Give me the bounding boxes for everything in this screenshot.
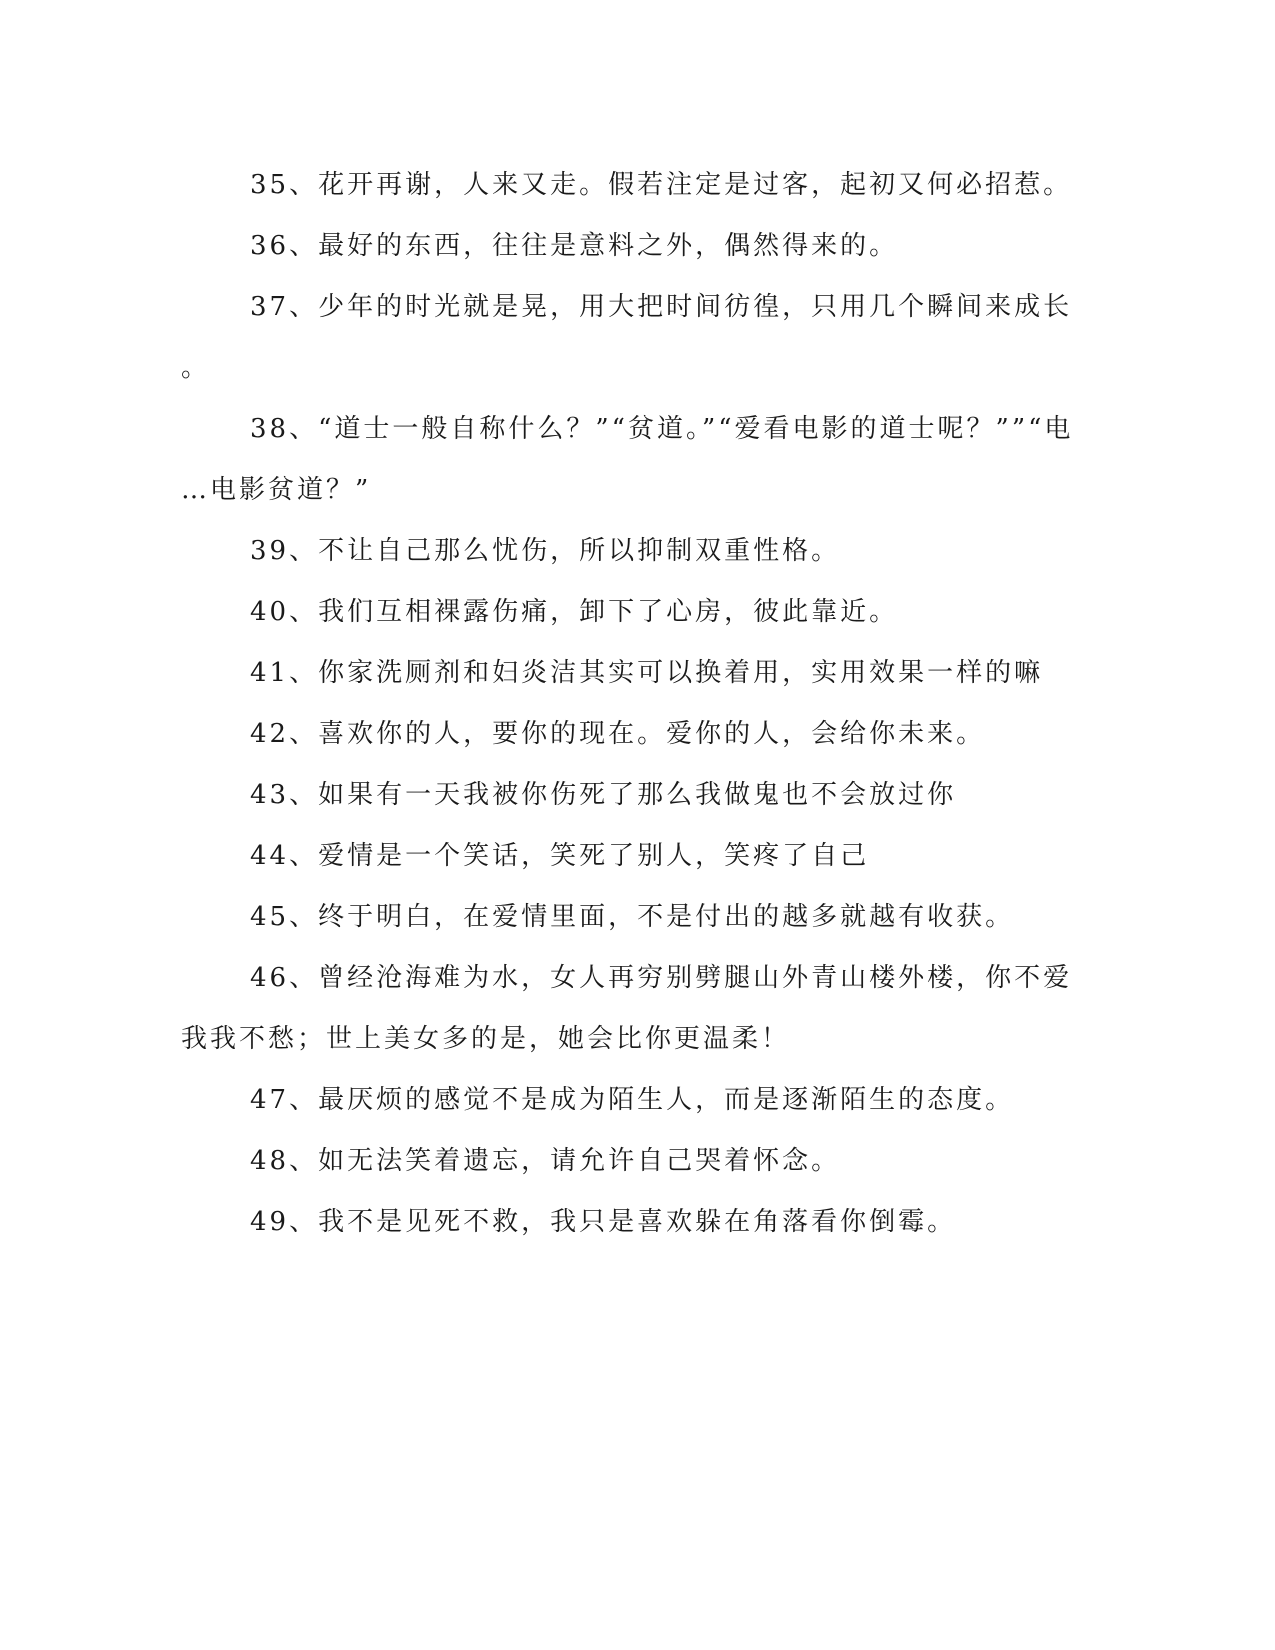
paragraph-line: 48、如无法笑着遗忘，请允许自己哭着怀念。 bbox=[250, 1146, 841, 1176]
paragraph-39 bbox=[181, 521, 1047, 582]
paragraph-line: 35、花开再谢，人来又走。假若注定是过客，起初又何必招惹。 bbox=[250, 170, 1073, 200]
document-body bbox=[181, 155, 1074, 1253]
paragraph-45 bbox=[181, 887, 1047, 948]
paragraph-49 bbox=[181, 1192, 1047, 1253]
paragraph-line: 36、最好的东西，往往是意料之外，偶然得来的。 bbox=[250, 231, 899, 261]
paragraph-line-continued: 我我不愁；世上美女多的是，她会比你更温柔！ bbox=[181, 1024, 791, 1054]
paragraph-35 bbox=[181, 155, 1073, 216]
paragraph-44 bbox=[181, 826, 1047, 887]
paragraph-line: 41、你家洗厕剂和妇炎洁其实可以换着用，实用效果一样的嘛 bbox=[250, 658, 1044, 688]
paragraph-41 bbox=[181, 643, 1047, 704]
paragraph-46 bbox=[181, 948, 1073, 1070]
paragraph-line-continued: …电影贫道？” bbox=[181, 475, 372, 505]
paragraph-47 bbox=[181, 1070, 1047, 1131]
paragraph-48 bbox=[181, 1131, 1047, 1192]
paragraph-line: 44、爱情是一个笑话，笑死了别人，笑疼了自己 bbox=[250, 841, 870, 871]
paragraph-line: 47、最厌烦的感觉不是成为陌生人，而是逐渐陌生的态度。 bbox=[250, 1085, 1015, 1115]
paragraph-line: 42、喜欢你的人，要你的现在。爱你的人，会给你未来。 bbox=[250, 719, 986, 749]
paragraph-38 bbox=[181, 399, 1074, 521]
paragraph-36 bbox=[181, 216, 1047, 277]
paragraph-line: 40、我们互相裸露伤痛，卸下了心房，彼此靠近。 bbox=[250, 597, 899, 627]
paragraph-40 bbox=[181, 582, 1047, 643]
paragraph-37 bbox=[181, 277, 1073, 399]
paragraph-line: 38、“道士一般自称什么？”“贫道。”“爱看电影的道士呢？””“电 bbox=[250, 414, 1074, 444]
paragraph-42 bbox=[181, 704, 1047, 765]
paragraph-line: 49、我不是见死不救，我只是喜欢躲在角落看你倒霉。 bbox=[250, 1207, 957, 1237]
paragraph-43 bbox=[181, 765, 1047, 826]
paragraph-line: 39、不让自己那么忧伤，所以抑制双重性格。 bbox=[250, 536, 841, 566]
paragraph-line-continued: 。 bbox=[181, 353, 211, 383]
paragraph-line: 45、终于明白，在爱情里面，不是付出的越多就越有收获。 bbox=[250, 902, 1015, 932]
paragraph-line: 46、曾经沧海难为水，女人再穷别劈腿山外青山楼外楼，你不爱 bbox=[250, 963, 1073, 993]
paragraph-line: 43、如果有一天我被你伤死了那么我做鬼也不会放过你 bbox=[250, 780, 957, 810]
paragraph-line: 37、少年的时光就是晃，用大把时间彷徨，只用几个瞬间来成长 bbox=[250, 292, 1073, 322]
